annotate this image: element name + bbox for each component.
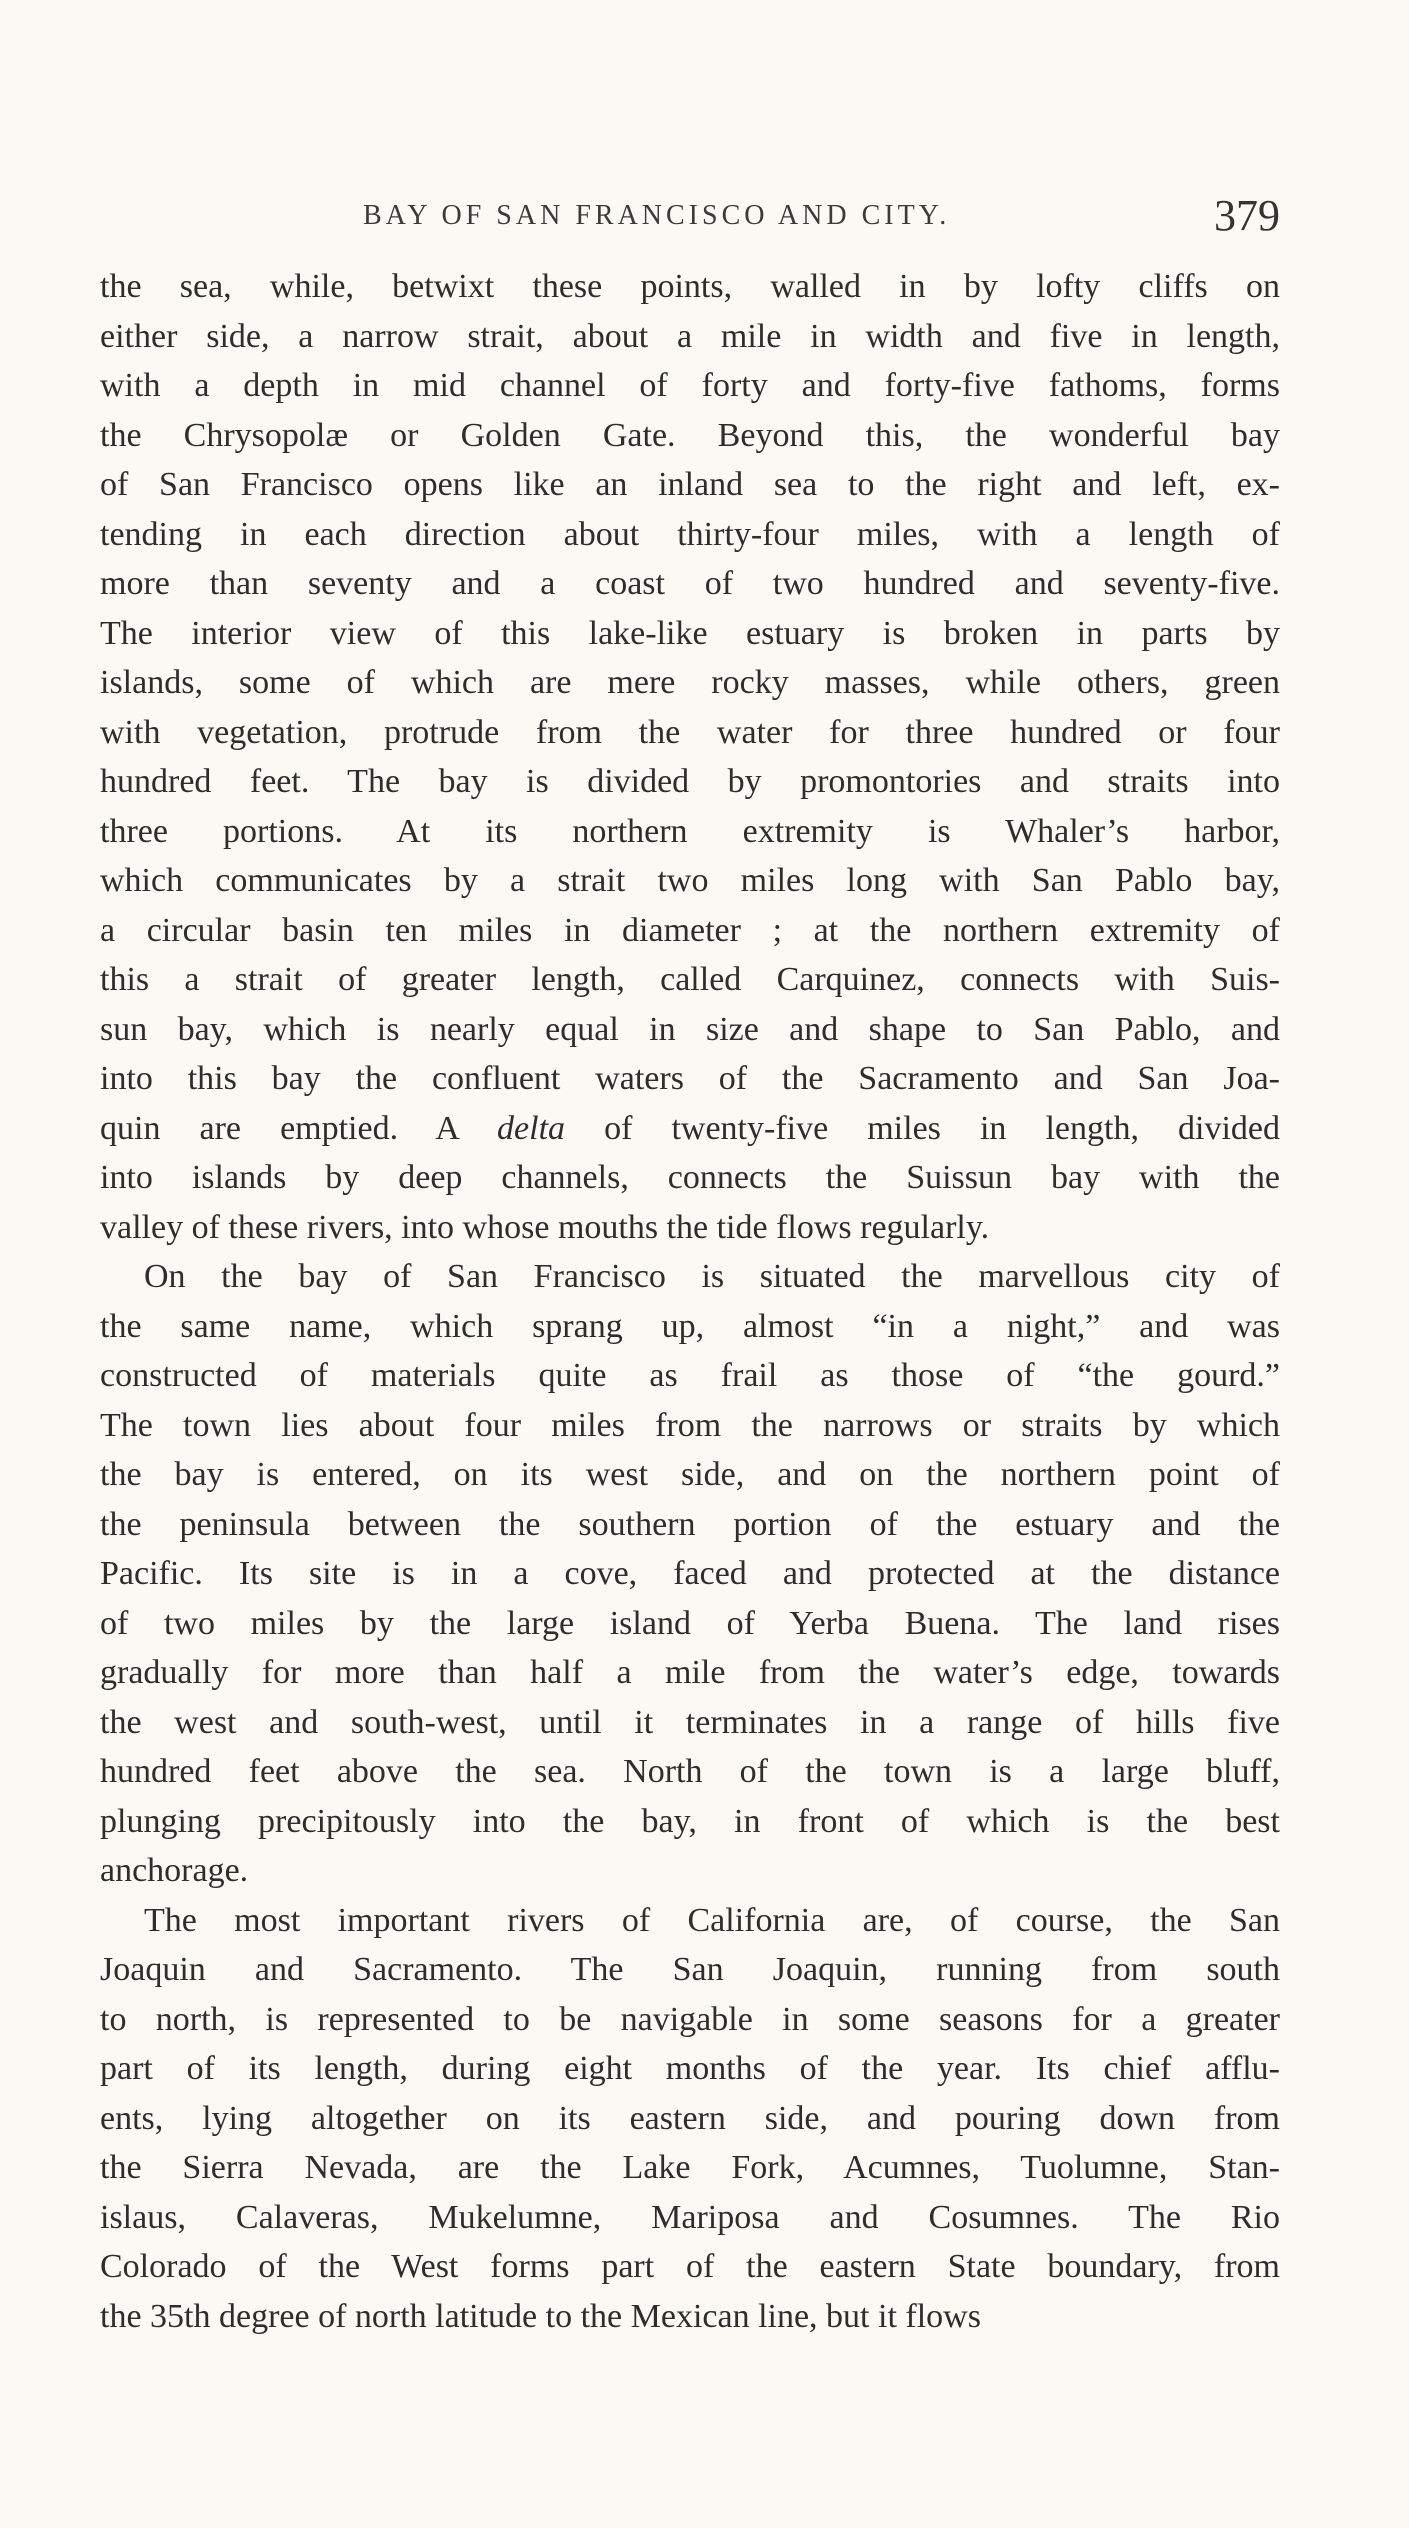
text-line: hundred feet above the sea. North of the town is a large bluff, [100,1753,1280,1790]
text-line: hundred feet. The bay is divided by promontories and straits into [100,763,1280,800]
text-line: The town lies about four miles from the narrows or straits by which [100,1406,1280,1444]
text-line: islands, some of which are mere rocky masses, while others, green [100,664,1280,701]
text-line: the 35th degree of north latitude to the Mexican line, but it flows [100,2297,981,2335]
text-line: the Chrysopolæ or Golden Gate. Beyond this, the wonderful bay [100,416,1280,454]
text-line: with a depth in mid channel of forty and forty-five fathoms, forms [100,367,1280,404]
text-line: sun bay, which is nearly equal in size and shape to San Pablo, and [100,1010,1280,1048]
text-line: with vegetation, protrude from the water for three hundred or four [100,713,1280,751]
text-line: The most important rivers of California are, of course, the San [144,1901,1280,1939]
text-line: The interior view of this lake-like estuary is broken in parts by [100,614,1280,652]
text-line: a circular basin ten miles in diameter ; at the northern extremity of [100,911,1280,949]
text-line: islaus, Calaveras, Mukelumne, Mariposa and Cosumnes. The Rio [100,2198,1280,2236]
body-text [100,262,1280,2341]
text-line: tending in each direction about thirty-four miles, with a length of [100,515,1280,553]
text-line: valley of these rivers, into whose mouths the tide flows regularly. [100,1208,990,1246]
text-line: the peninsula between the southern portion of the estuary and the [100,1505,1280,1543]
text-line: quin are emptied. A delta of twenty-five miles in length, divided [100,1109,1280,1147]
text-line: Joaquin and Sacramento. The San Joaquin, running from south [100,1951,1280,1988]
text-line: part of its length, during eight months of the year. Its chief afflu- [100,2050,1280,2087]
text-line: On the bay of San Francisco is situated the marvellous city of [144,1258,1280,1295]
text-line: Colorado of the West forms part of the eastern State boundary, from [100,2248,1280,2285]
text-line: the same name, which sprang up, almost “in a night,” and was [100,1307,1280,1345]
paragraph [100,1896,1280,2342]
text-line: the sea, while, betwixt these points, walled in by lofty cliffs on [100,268,1280,305]
running-head [100,190,1280,250]
text-line: more than seventy and a coast of two hundred and seventy-five. [100,565,1280,602]
text-line: either side, a narrow strait, about a mile in width and five in length, [100,317,1280,355]
text-line: this a strait of greater length, called Carquinez, connects with Suis- [100,961,1280,998]
page-number: 379 [1214,191,1280,240]
text-line: into this bay the confluent waters of the Sacramento and San Joa- [100,1060,1280,1097]
text-line: the bay is entered, on its west side, and on the northern point of [100,1456,1280,1493]
text-line: the west and south-west, until it terminates in a range of hills five [100,1703,1280,1741]
text-line: of two miles by the large island of Yerba Buena. The land rises [100,1604,1280,1642]
text-line: constructed of materials quite as frail as those of “the gourd.” [100,1357,1280,1394]
text-line: ents, lying altogether on its eastern side, and pouring down from [100,2099,1280,2137]
text-line: plunging precipitously into the bay, in front of which is the best [100,1802,1280,1840]
text-line: to north, is represented to be navigable in some seasons for a greater [100,2000,1280,2038]
text-line: three portions. At its northern extremity is Whaler’s harbor, [100,812,1280,850]
text-line: Pacific. Its site is in a cove, faced and protected at the distance [100,1555,1280,1592]
paragraph [100,262,1280,1252]
text-line: anchorage. [100,1852,249,1889]
text-line: gradually for more than half a mile from the water’s edge, towards [100,1654,1280,1691]
running-title: BAY OF SAN FRANCISCO AND CITY. [363,200,951,231]
text-line: the Sierra Nevada, are the Lake Fork, Acumnes, Tuolumne, Stan- [100,2149,1280,2186]
text-line: of San Francisco opens like an inland sea to the right and left, ex- [100,466,1280,503]
text-line: into islands by deep channels, connects the Suissun bay with the [100,1159,1280,1196]
text-line: which communicates by a strait two miles long with San Pablo bay, [100,862,1280,899]
paragraph [100,1252,1280,1896]
